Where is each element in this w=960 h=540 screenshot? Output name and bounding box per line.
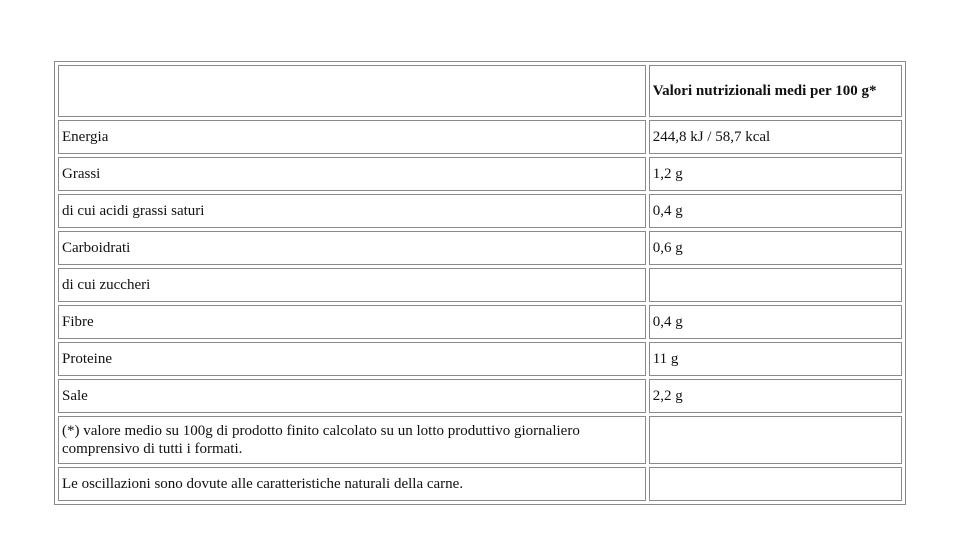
row-value: 0,4 g [649, 194, 902, 228]
row-value: 0,4 g [649, 305, 902, 339]
table-row-oscillation-note [58, 467, 902, 501]
footnote-text: (*) valore medio su 100g di prodotto finito calcolato su un lotto produttivo giornaliero comprensivo di tutti i formati. [58, 416, 646, 464]
table-row-sale [58, 379, 902, 413]
row-label: Carboidrati [58, 231, 646, 265]
nutrition-table [54, 61, 906, 505]
row-label: Energia [58, 120, 646, 154]
row-value: 11 g [649, 342, 902, 376]
table-row-grassi [58, 157, 902, 191]
row-label: Grassi [58, 157, 646, 191]
row-label: Sale [58, 379, 646, 413]
row-label: di cui acidi grassi saturi [58, 194, 646, 228]
header-value-cell: Valori nutrizionali medi per 100 g* [649, 65, 902, 117]
table-row-fibre [58, 305, 902, 339]
row-value: 2,2 g [649, 379, 902, 413]
row-label: di cui zuccheri [58, 268, 646, 302]
footnote-value [649, 416, 902, 464]
row-value: 244,8 kJ / 58,7 kcal [649, 120, 902, 154]
row-label: Proteine [58, 342, 646, 376]
table-header-row [58, 65, 902, 117]
header-label-cell [58, 65, 646, 117]
table-row-energia [58, 120, 902, 154]
oscillation-note-value [649, 467, 902, 501]
table-row-zuccheri [58, 268, 902, 302]
table-row-proteine [58, 342, 902, 376]
table-row-footnote [58, 416, 902, 464]
row-value: 0,6 g [649, 231, 902, 265]
table-row-saturi [58, 194, 902, 228]
row-value: 1,2 g [649, 157, 902, 191]
row-value [649, 268, 902, 302]
oscillation-note-text: Le oscillazioni sono dovute alle caratteristiche naturali della carne. [58, 467, 646, 501]
row-label: Fibre [58, 305, 646, 339]
table-row-carboidrati [58, 231, 902, 265]
